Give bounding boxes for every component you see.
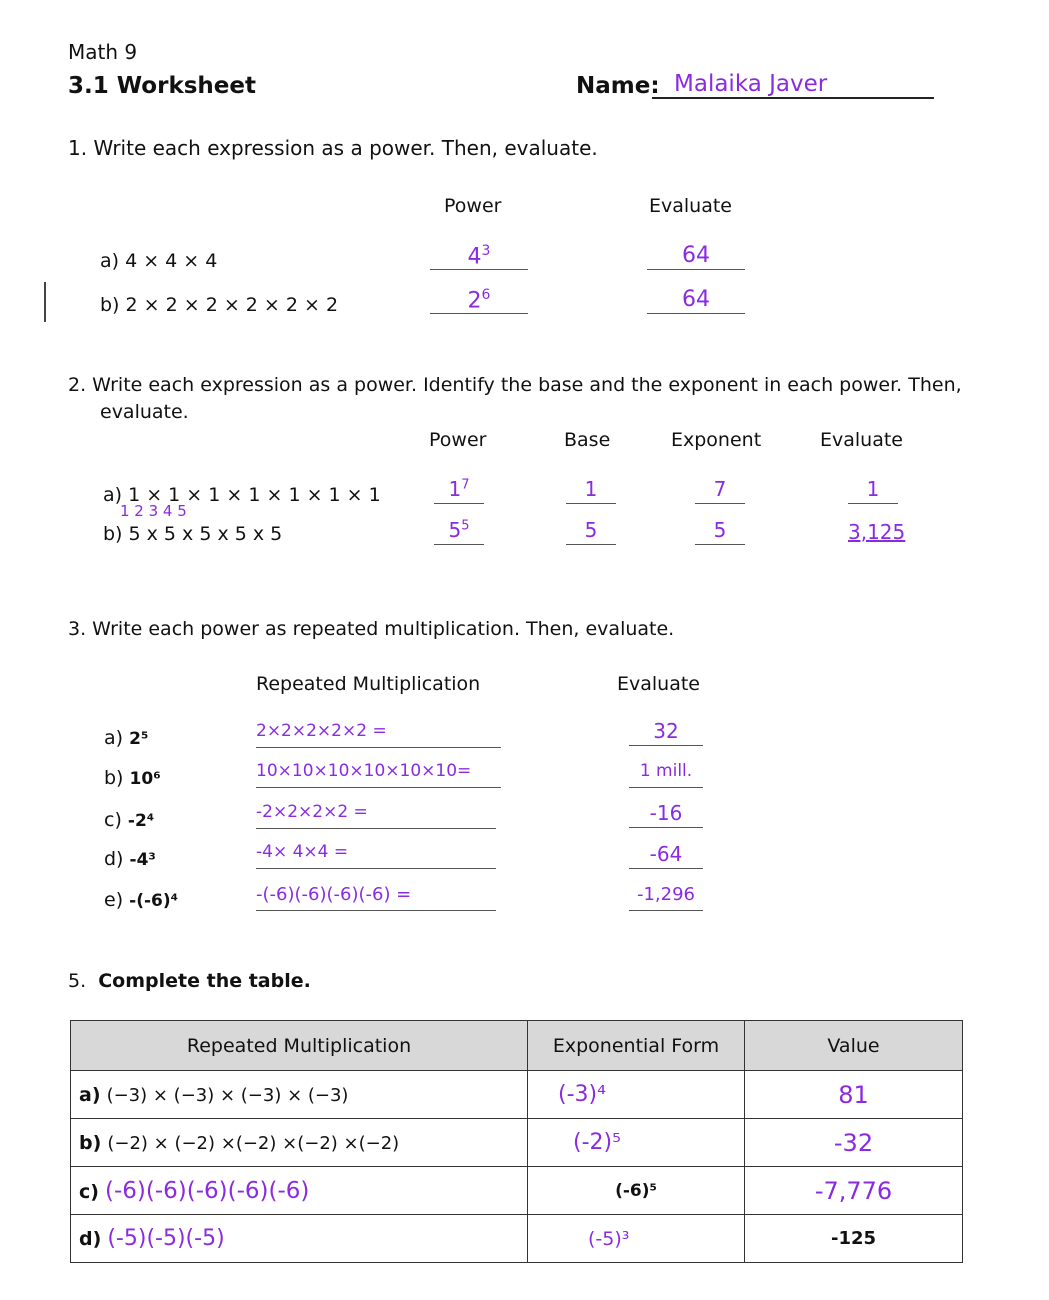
q3-col-evaluate: Evaluate [617,673,700,695]
table-row [71,1167,963,1215]
q1-col-evaluate: Evaluate [649,195,732,217]
q2b-evaluate-answer[interactable]: 3,125 [848,520,906,544]
q2-col-evaluate: Evaluate [820,429,903,451]
q3e-evaluate-answer[interactable]: -1,296 [629,884,703,911]
q5b-value-answer[interactable]: -32 [745,1119,963,1167]
q2-prompt-line1: 2. Write each expression as a power. Identify the base and the exponent in each power. Then, [68,374,962,396]
q3b-repeated-answer[interactable]: 10×10×10×10×10×10= [256,761,501,788]
q2a-base-answer[interactable]: 1 [566,477,616,504]
q5-prompt: 5. Complete the table. [68,970,311,992]
q1a-label: a) 4 × 4 × 4 [100,250,218,272]
q5-col-exponential: Exponential Form [528,1021,745,1071]
name-field[interactable]: Malaika Javer [652,71,934,99]
q2b-power-answer[interactable]: $5^5$ [434,518,484,545]
q3d-label: d) -4³ [104,848,156,870]
q5c-value-answer[interactable]: -7,776 [745,1167,963,1215]
q1b-label: b) 2 × 2 × 2 × 2 × 2 × 2 [100,294,339,316]
q3-prompt: 3. Write each power as repeated multiplication. Then, evaluate. [68,618,675,640]
q2-prompt-line2: evaluate. [100,401,189,423]
q1-col-power: Power [444,195,502,217]
q5b-exponential-answer[interactable]: (-2)⁵ [528,1119,745,1167]
q5a-exponential-answer[interactable]: (-3)⁴ [528,1071,745,1119]
q5a-repeated: a) (−3) × (−3) × (−3) × (−3) [71,1071,528,1119]
q5d-repeated: d) (-5)(-5)(-5) [71,1215,528,1263]
q3c-evaluate-answer[interactable]: -16 [629,801,703,828]
q3d-evaluate-answer[interactable]: -64 [629,842,703,869]
course-label: Math 9 [68,40,138,64]
q5-table [70,1020,963,1263]
q5d-value: -125 [745,1215,963,1263]
q1-prompt: 1. Write each expression as a power. Then, evaluate. [68,136,598,160]
table-row [71,1071,963,1119]
q5-table-header [71,1021,963,1071]
q5c-exponential: (-6)⁵ [528,1167,745,1215]
q2-col-power: Power [429,429,487,451]
q5b-repeated: b) (−2) × (−2) ×(−2) ×(−2) ×(−2) [71,1119,528,1167]
q5a-value-answer[interactable]: 81 [745,1071,963,1119]
q1a-power-answer[interactable]: $4^3$ [430,243,528,270]
name-label: Name: [576,73,660,99]
q1b-power-answer[interactable]: $2^6$ [430,287,528,314]
q2a-exponent-answer[interactable]: 7 [695,477,745,504]
worksheet-title: 3.1 Worksheet [68,73,256,99]
q2a-power-answer[interactable]: $1^7$ [434,477,484,504]
q2a-label: a) 1 × 1 × 1 × 1 × 1 × 1 × 1 [103,484,381,506]
q2-col-base: Base [564,429,611,451]
q3c-label: c) -2⁴ [104,809,155,831]
q3b-label: b) 10⁶ [104,767,161,789]
q2a-evaluate-answer[interactable]: 1 [848,477,898,504]
q3c-repeated-answer[interactable]: -2×2×2×2 = [256,802,496,829]
q3a-repeated-answer[interactable]: 2×2×2×2×2 = [256,721,501,748]
q5d-exponential-answer[interactable]: (-5)³ [528,1215,745,1263]
table-row [71,1215,963,1263]
q3-col-repeated: Repeated Multiplication [256,673,481,695]
table-row [71,1119,963,1167]
q2b-exponent-answer[interactable]: 5 [695,518,745,545]
q3b-evaluate-answer[interactable]: 1 mill. [629,761,703,788]
q5-col-repeated: Repeated Multiplication [71,1021,528,1071]
q3d-repeated-answer[interactable]: -4× 4×4 = [256,842,496,869]
q3a-label: a) 2⁵ [104,727,149,749]
q3e-repeated-answer[interactable]: -(-6)(-6)(-6)(-6) = [256,884,496,911]
q2-col-exponent: Exponent [671,429,762,451]
q2b-label: b) 5 x 5 x 5 x 5 x 5 [103,523,283,545]
q3a-evaluate-answer[interactable]: 32 [629,719,703,746]
q5-col-value: Value [745,1021,963,1071]
text-cursor [44,282,46,322]
q5c-repeated: c) (-6)(-6)(-6)(-6)(-6) [71,1167,528,1215]
q2b-counting-marks: 1 2 3 4 5 [120,502,187,520]
q1a-evaluate-answer[interactable]: 64 [647,243,745,270]
q3e-label: e) -(-6)⁴ [104,889,179,911]
q2b-base-answer[interactable]: 5 [566,518,616,545]
q1b-evaluate-answer[interactable]: 64 [647,287,745,314]
